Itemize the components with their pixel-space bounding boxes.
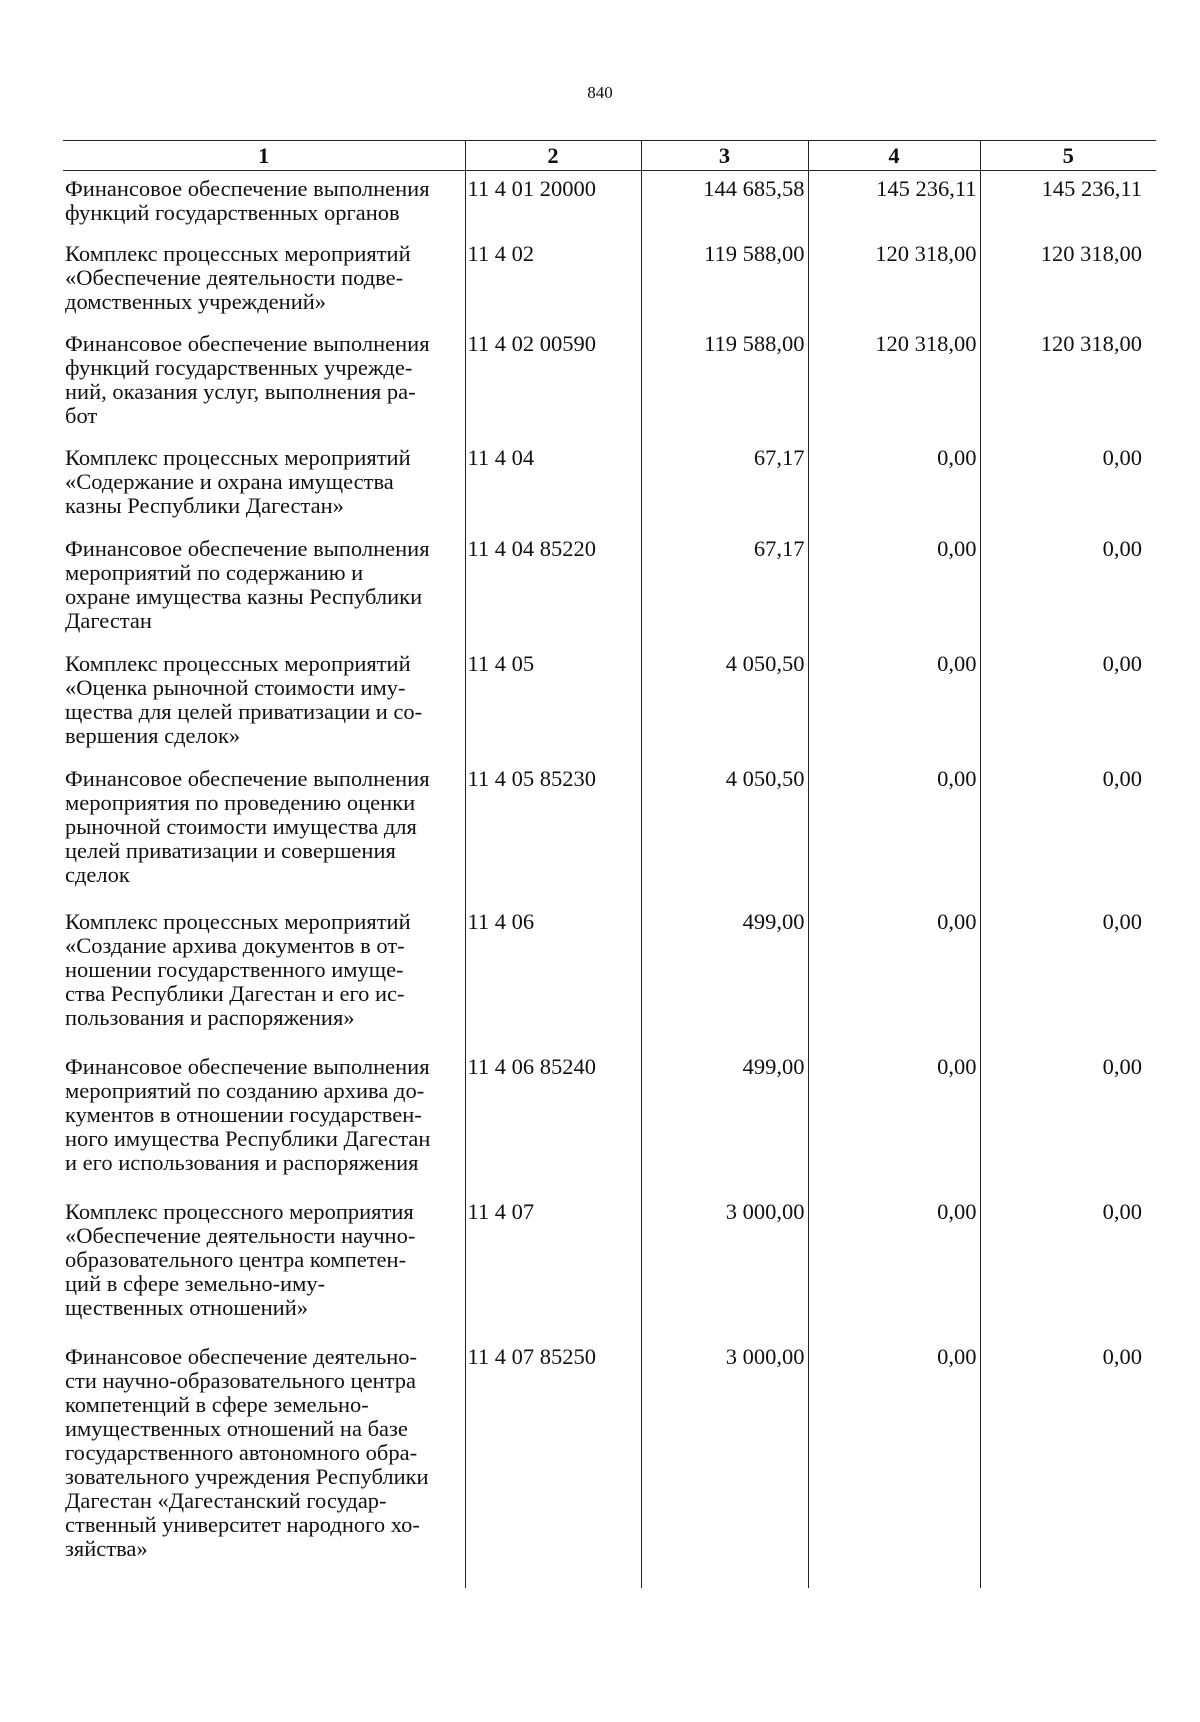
row-value-5: 0,00: [980, 904, 1156, 1049]
table-row: [63, 236, 1156, 326]
row-name: [63, 646, 465, 761]
row-name: [63, 326, 465, 440]
table-row: [63, 646, 1156, 761]
row-code: 11 4 01 20000: [465, 171, 641, 236]
column-header-2: 2: [465, 141, 641, 171]
row-code: 11 4 04: [465, 440, 641, 531]
row-name: [63, 1049, 465, 1194]
row-name-text: Финансовое обеспечение выполнения функций государственных органов: [65, 176, 430, 225]
row-code: 11 4 02: [465, 236, 641, 326]
row-value-5: 120 318,00: [980, 236, 1156, 326]
row-code: 11 4 06 85240: [465, 1049, 641, 1194]
row-value-3: 3 000,00: [641, 1194, 808, 1339]
row-code: 11 4 07 85250: [465, 1339, 641, 1589]
row-value-4: 0,00: [808, 1339, 980, 1589]
row-value-3: 67,17: [641, 531, 808, 646]
row-value-3: 119 588,00: [641, 326, 808, 440]
row-value-5: 0,00: [980, 1049, 1156, 1194]
table-row: [63, 171, 1156, 236]
column-header-1: 1: [63, 141, 465, 171]
table-row: [63, 440, 1156, 531]
budget-table: [63, 140, 1156, 1588]
row-name-text: Комплекс процессных мероприятий «Оценка рыночной стоимости иму- щества для целей приватизации и со- вершения сделок»: [65, 650, 423, 748]
table-header-row: [63, 141, 1156, 171]
table-row: [63, 761, 1156, 904]
row-value-5: 0,00: [980, 531, 1156, 646]
row-value-3: 67,17: [641, 440, 808, 531]
row-code: 11 4 06: [465, 904, 641, 1049]
row-value-4: 0,00: [808, 761, 980, 904]
row-value-3: 3 000,00: [641, 1339, 808, 1589]
row-name-text: Комплекс процессных мероприятий «Создание архива документов в от- ношении государственного имуще- ства Республики Дагестан и его ис- пользования и распоряжения»: [65, 908, 411, 1030]
row-value-4: 0,00: [808, 1194, 980, 1339]
column-header-3: 3: [641, 141, 808, 171]
row-name: [63, 171, 465, 236]
table-row: [63, 1194, 1156, 1339]
row-code: 11 4 05: [465, 646, 641, 761]
column-header-4: 4: [808, 141, 980, 171]
row-name-text: Финансовое обеспечение деятельно- сти научно-образовательного центра компетенций в сфере земельно- имущественных отношений на базе государственного автономного обра- зовательного учреждения Республики Дагестан «Дагестанский государ- ственный университет народного хо- зяйства»: [65, 1343, 429, 1561]
row-name-text: Комплекс процессного мероприятия «Обеспечение деятельности научно- образовательного центра компетен- ций в сфере земельно-иму- щественных отношений»: [65, 1198, 416, 1320]
row-value-5: 0,00: [980, 761, 1156, 904]
table-row: [63, 1049, 1156, 1194]
row-value-4: 120 318,00: [808, 236, 980, 326]
row-value-4: 0,00: [808, 904, 980, 1049]
row-value-4: 0,00: [808, 1049, 980, 1194]
row-value-5: 0,00: [980, 440, 1156, 531]
row-value-3: 499,00: [641, 904, 808, 1049]
row-value-4: 0,00: [808, 440, 980, 531]
row-value-3: 4 050,50: [641, 761, 808, 904]
row-value-4: 0,00: [808, 646, 980, 761]
page-number: 840: [587, 83, 613, 102]
row-value-5: 0,00: [980, 646, 1156, 761]
row-name: [63, 904, 465, 1049]
row-code: 11 4 02 00590: [465, 326, 641, 440]
row-name: [63, 761, 465, 904]
table-row: [63, 531, 1156, 646]
row-value-3: 119 588,00: [641, 236, 808, 326]
row-value-5: 0,00: [980, 1339, 1156, 1589]
table-row: [63, 904, 1156, 1049]
table-row: [63, 326, 1156, 440]
row-name-text: Комплекс процессных мероприятий «Обеспечение деятельности подве- домственных учреждений»: [65, 240, 411, 314]
row-name-text: Финансовое обеспечение выполнения функций государственных учрежде- ний, оказания услуг, выполнения ра- бот: [65, 330, 430, 428]
row-value-5: 145 236,11: [980, 171, 1156, 236]
row-code: 11 4 04 85220: [465, 531, 641, 646]
row-value-5: 120 318,00: [980, 326, 1156, 440]
row-name-text: Финансовое обеспечение выполнения мероприятий по созданию архива до- кументов в отношении государствен- ного имущества Республики Дагестан и его использования и распоряжения: [65, 1053, 431, 1175]
row-value-3: 499,00: [641, 1049, 808, 1194]
row-name: [63, 531, 465, 646]
row-value-3: 144 685,58: [641, 171, 808, 236]
row-value-4: 120 318,00: [808, 326, 980, 440]
table-row: [63, 1339, 1156, 1589]
row-name: [63, 440, 465, 531]
row-name-text: Финансовое обеспечение выполнения мероприятий по содержанию и охране имущества казны Республики Дагестан: [65, 535, 430, 633]
row-value-4: 0,00: [808, 531, 980, 646]
row-name-text: Комплекс процессных мероприятий «Содержание и охрана имущества казны Республики Дагестан»: [65, 444, 411, 518]
row-value-3: 4 050,50: [641, 646, 808, 761]
row-value-4: 145 236,11: [808, 171, 980, 236]
column-header-5: 5: [980, 141, 1156, 171]
row-name: [63, 1194, 465, 1339]
row-name-text: Финансовое обеспечение выполнения мероприятия по проведению оценки рыночной стоимости имущества для целей приватизации и совершения сделок: [65, 765, 430, 887]
row-name: [63, 236, 465, 326]
row-code: 11 4 05 85230: [465, 761, 641, 904]
row-code: 11 4 07: [465, 1194, 641, 1339]
row-name: [63, 1339, 465, 1589]
row-value-5: 0,00: [980, 1194, 1156, 1339]
